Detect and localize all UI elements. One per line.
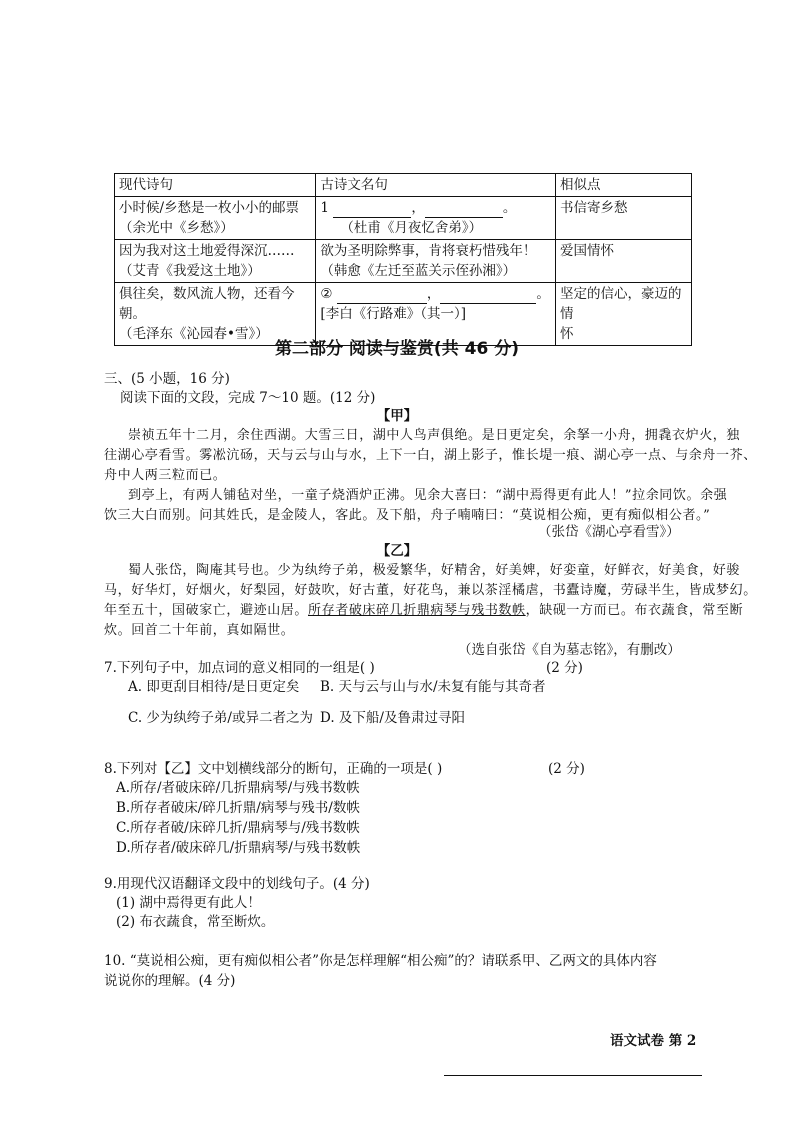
modern-source: （毛泽东《沁园春•雪》）	[119, 326, 269, 342]
similarity-line: 怀	[560, 326, 574, 342]
modern-source: （艾青《我爱这土地》）	[119, 263, 261, 279]
table-header-cell: 现代诗句	[115, 174, 316, 197]
blank-index: 1	[320, 200, 330, 216]
passage-line: 炊。回首二十年前，真如隔世。	[104, 623, 295, 638]
table-header-cell: 古诗文名句	[316, 174, 556, 197]
poem-comparison-table	[114, 173, 692, 346]
fill-blank[interactable]	[333, 203, 411, 218]
ancient-line: 欲为圣明除弊事，肯将衰朽惜残年！	[320, 243, 537, 259]
q7-option-b: B. 天与云与山与水/未复有能与其奇者	[320, 679, 546, 695]
passage-text: ，缺砚一方而已。布衣蔬食，常至断	[525, 603, 744, 618]
passage-line: 到亭上，有两人铺毡对坐，一童子烧酒炉正沸。见余大喜曰：“湖中焉得更有此人！”拉余同饮。余强	[128, 488, 728, 503]
q8-stem: 8.下列对【乙】文中划横线部分的断句，正确的一项是( )	[104, 761, 443, 777]
q3-header: 三、(5 小题，16 分)	[104, 371, 230, 387]
fill-blank[interactable]	[337, 289, 427, 304]
punct: ，	[411, 200, 425, 216]
instructions: 阅读下面的文段，完成 7～10 题。(12 分)	[120, 390, 376, 406]
punct: 。	[536, 286, 550, 302]
q9-item: (1) 湖中焉得更有此人！	[116, 895, 261, 911]
fill-blank[interactable]	[425, 203, 503, 218]
passage-text: 年至五十，国破家亡，避迹山居。	[104, 603, 309, 618]
ancient-source: （杜甫《月夜忆舍弟》）	[340, 220, 483, 236]
passage-yi-label: 【乙】	[376, 543, 418, 559]
table-row	[115, 240, 692, 283]
passage-jia-label: 【甲】	[376, 408, 418, 424]
q10-stem: 说说你的理解。(4 分)	[104, 973, 236, 989]
q7-score: (2 分)	[546, 660, 583, 676]
similarity-cell: 书信寄乡愁	[556, 197, 692, 240]
modern-line: 小时候/乡愁是一枚小小的邮票	[119, 200, 300, 216]
underlined-sentence: 所存者破床碎几折鼎病琴与残书数帙	[308, 603, 526, 618]
table-header-cell: 相似点	[556, 174, 692, 197]
q8-option: C.所存者破/床碎几折/鼎病琴与/残书数帙	[116, 820, 360, 836]
q9-item: (2) 布衣蔬食，常至断炊。	[116, 914, 275, 930]
ancient-poem-cell	[316, 197, 556, 240]
table-header-row	[115, 174, 692, 197]
modern-line: 因为我对这土地爱得深沉……	[119, 243, 295, 259]
q8-option: D.所存者/破床碎几/折鼎病琴/与残书数帙	[116, 840, 361, 856]
q8-option: A.所存/者破床碎/几折鼎病琴/与残书数帙	[116, 780, 360, 796]
q7-option-c: C. 少为纨绔子弟/或异二者之为	[128, 710, 313, 726]
passage-line: 蜀人张岱，陶庵其号也。少为纨绔子弟，极爱繁华，好精舍，好美婢，好娈童，好鲜衣，好美食，好骏	[128, 563, 741, 578]
modern-source: （余光中《乡愁》）	[119, 220, 234, 236]
q10-stem: 10. “莫说相公痴，更有痴似相公者”你是怎样理解“相公痴”的？请联系甲、乙两文的具体内容	[104, 953, 657, 969]
passage-source: （张岱《湖心亭看雪》）	[538, 524, 680, 540]
q8-score: (2 分)	[548, 761, 585, 777]
page-footer: 语文试卷 第 2	[610, 1033, 697, 1049]
ancient-source: （韩愈《左迁至蓝关示侄孙湘》）	[320, 263, 517, 279]
passage-line: 舟中人两三粒而已。	[104, 468, 227, 483]
ancient-source: [李白《行路难》（其一）]	[320, 306, 466, 322]
passage-line: 马，好华灯，好烟火，好梨园，好鼓吹，好古董，好花鸟，兼以茶淫橘虐，书蠹诗魔，劳碌半生，皆成梦幻。	[104, 583, 757, 598]
modern-poem-cell	[115, 240, 316, 283]
table-row	[115, 197, 692, 240]
similarity-line: 坚定的信心，豪迈的情	[560, 286, 682, 322]
similarity-cell: 爱国情怀	[556, 240, 692, 283]
passage-source: （选自张岱《自为墓志铭》，有删改）	[458, 642, 681, 658]
passage-line: 往湖心亭看雪。雾凇沆砀，天与云与山与水，上下一白，湖上影子，惟长堤一痕、湖心亭一点、与余舟一芥、	[104, 448, 757, 463]
q7-stem: 7.下列句子中，加点词的意义相同的一组是( )	[104, 660, 375, 676]
modern-line: 俱往矣，数风流人物，还看今朝。	[119, 286, 295, 322]
blank-index: ②	[320, 286, 333, 302]
passage-line: 崇祯五年十二月，余住西湖。大雪三日，湖中人鸟声俱绝。是日更定矣，余拏一小舟，拥毳衣炉火，独	[128, 428, 741, 443]
ancient-poem-cell	[316, 240, 556, 283]
punct: ，	[426, 286, 441, 302]
section-title: 第二部分 阅读与鉴赏(共 46 分)	[275, 339, 519, 359]
passage-line: 饮三大白而别。问其姓氏，是金陵人，客此。及下船，舟子喃喃曰：“莫说相公痴，更有痴似相公者。”	[104, 508, 711, 523]
q9-stem: 9.用现代汉语翻译文段中的划线句子。(4 分)	[104, 876, 370, 892]
punct: 。	[502, 200, 517, 216]
q7-option-a: A. 即更刮目相待/是日更定矣	[128, 679, 300, 695]
q7-option-d: D. 及下船/及鲁肃过寻阳	[320, 710, 465, 726]
fill-blank[interactable]	[440, 289, 536, 304]
modern-poem-cell	[115, 197, 316, 240]
q8-option: B.所存者破床/碎几折鼎/病琴与残书/数帙	[116, 800, 360, 816]
footer-rule	[444, 1075, 702, 1076]
passage-line	[104, 599, 743, 618]
